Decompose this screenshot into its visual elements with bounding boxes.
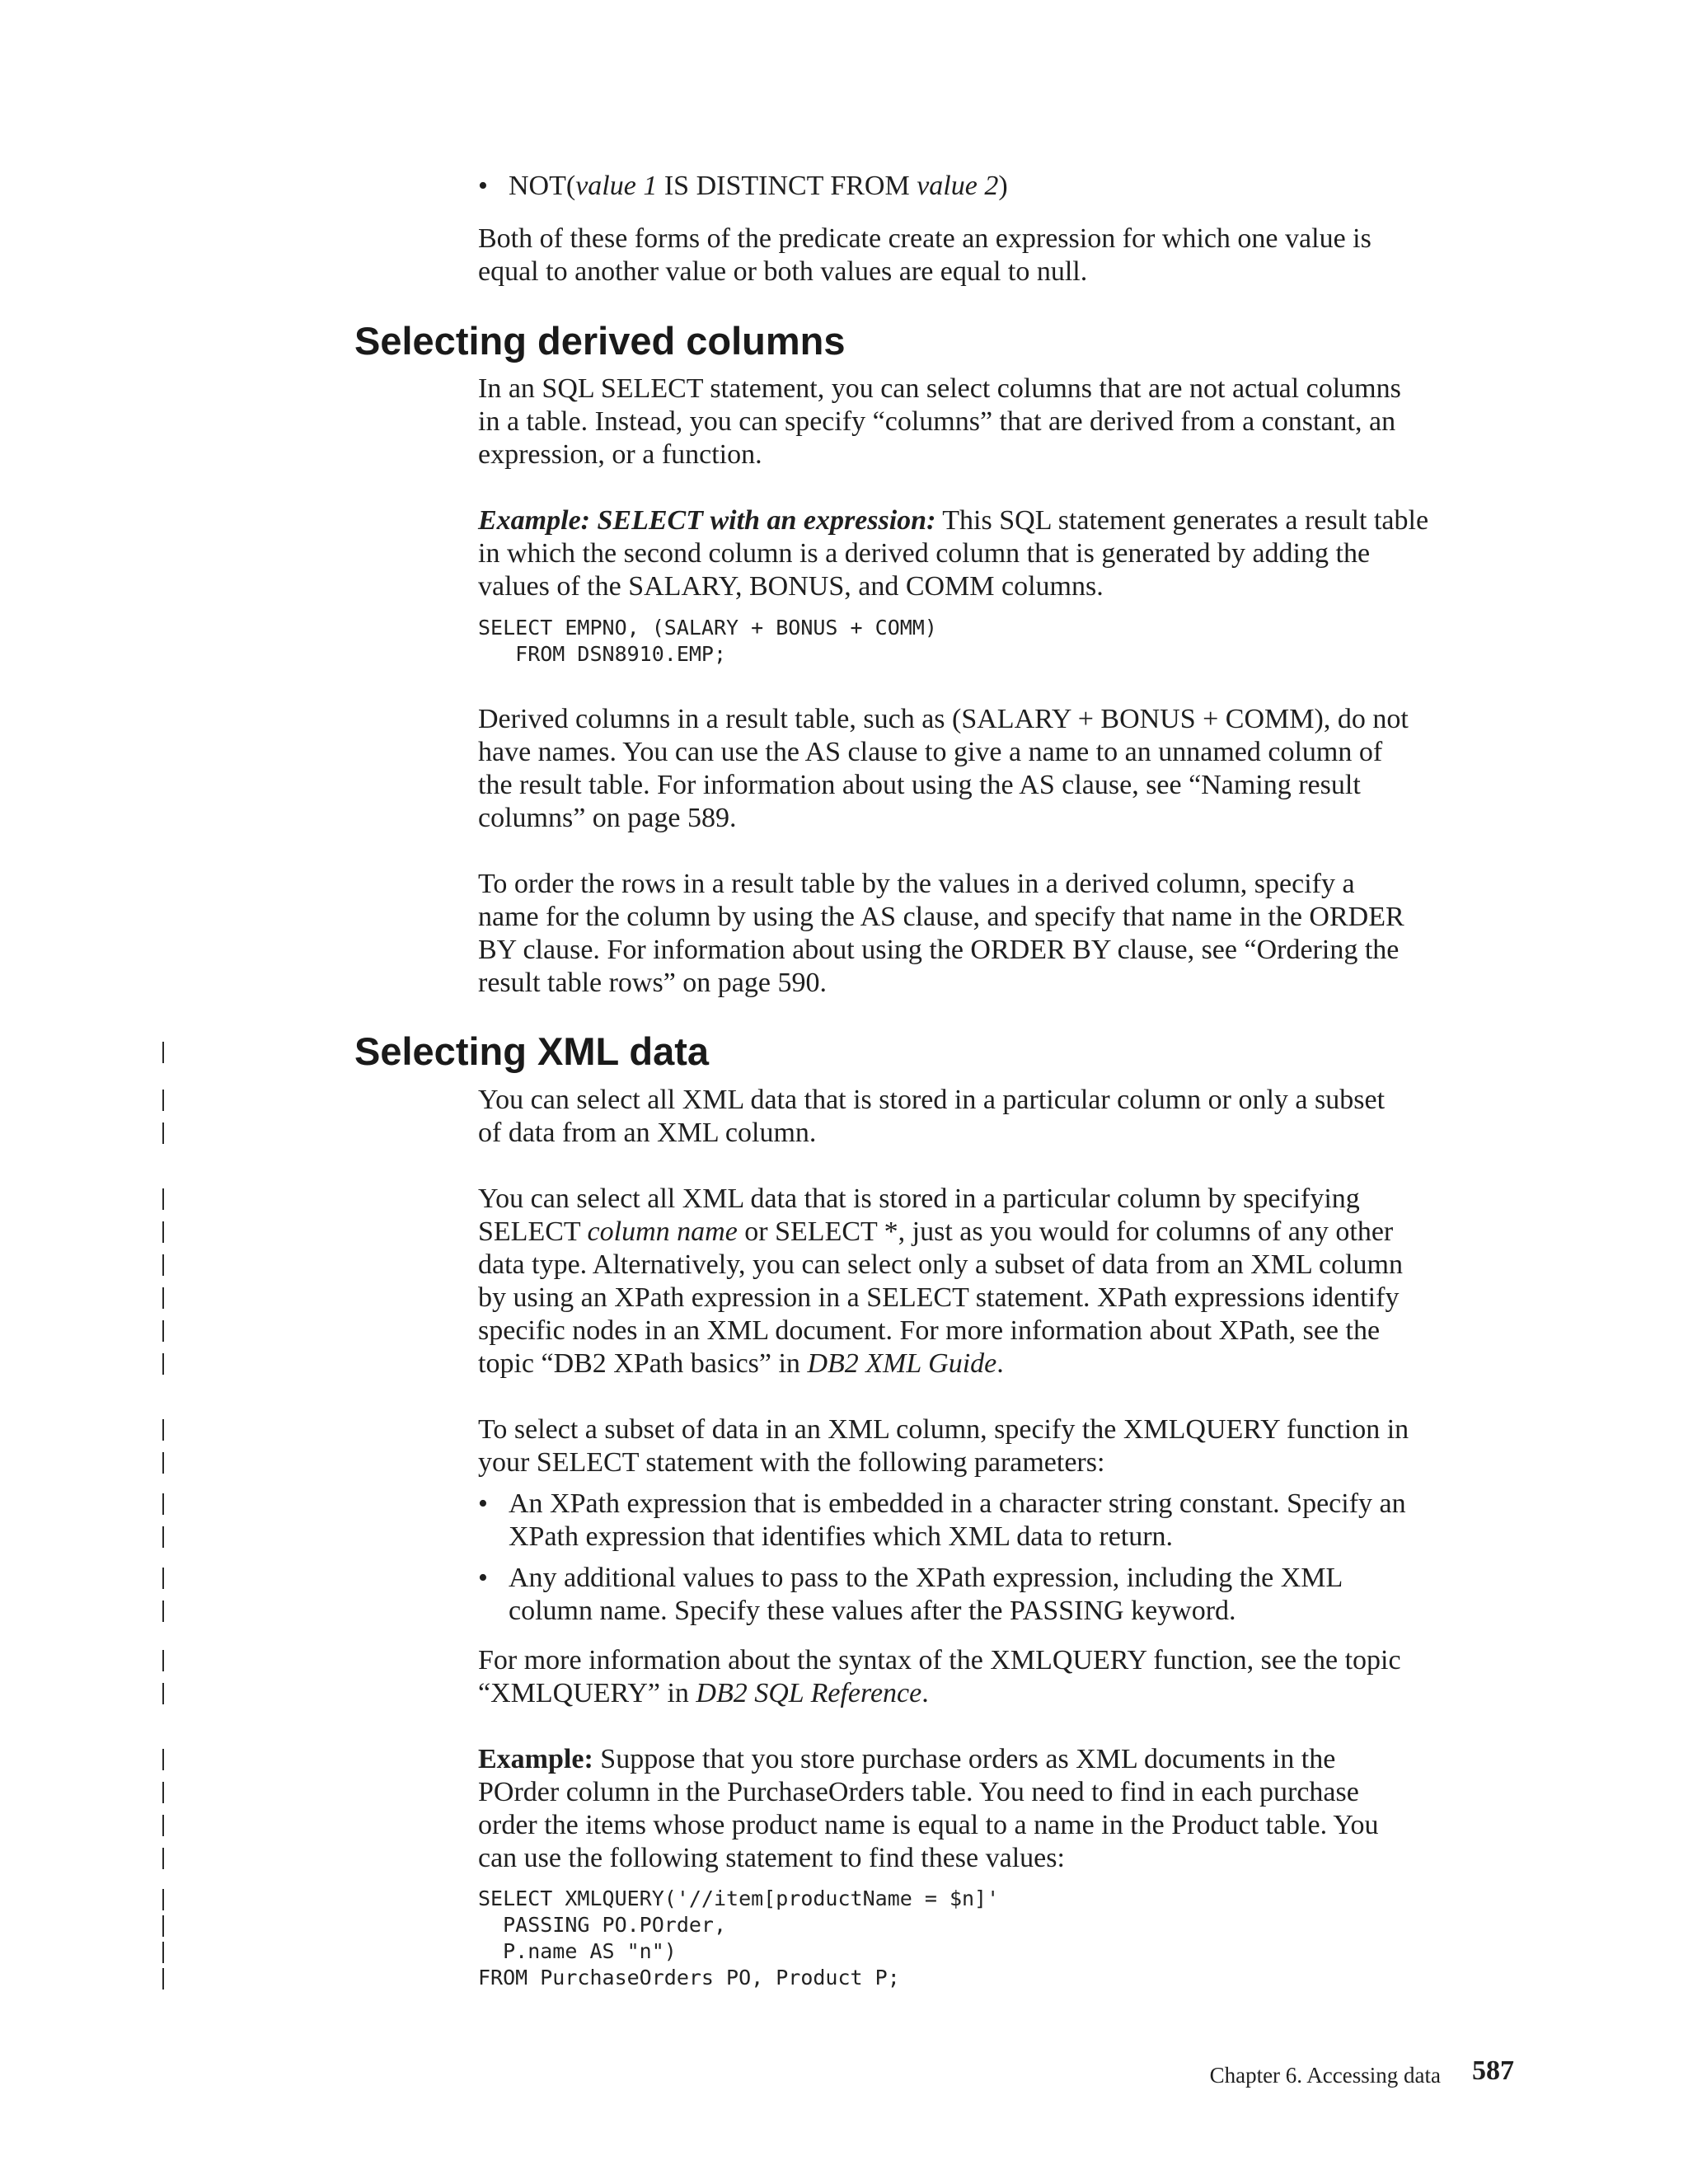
paragraph-line: SELECT column name or SELECT *, just as you would for columns of any other — [478, 1216, 1394, 1247]
bullet-marker: • — [478, 1563, 488, 1593]
change-bar — [162, 1650, 164, 1671]
change-bar — [162, 1749, 164, 1770]
change-bar — [162, 1042, 164, 1063]
page-number: 587 — [1472, 2055, 1514, 2086]
paragraph-line: To order the rows in a result table by the values in a derived column, specify a — [478, 869, 1355, 899]
paragraph-line: Derived columns in a result table, such as (SALARY + BONUS + COMM), do not — [478, 704, 1409, 734]
example-line: order the items whose product name is equal to a name in the Product table. You — [478, 1810, 1379, 1840]
change-bar — [162, 1493, 164, 1515]
section-heading-derived-columns: Selecting derived columns — [354, 319, 846, 363]
example-line: Example: SELECT with an expression: This SQL statement generates a result table — [478, 505, 1429, 536]
bullet-line: An XPath expression that is embedded in a character string constant. Specify an — [509, 1488, 1406, 1519]
change-bar — [162, 1942, 164, 1963]
change-bar — [162, 1782, 164, 1803]
paragraph-line: of data from an XML column. — [478, 1118, 817, 1148]
change-bar — [162, 1287, 164, 1309]
paragraph-line: in a table. Instead, you can specify “columns” that are derived from a constant, an — [478, 406, 1396, 437]
example-line: Example: Suppose that you store purchase orders as XML documents in the — [478, 1744, 1336, 1774]
change-bar — [162, 1683, 164, 1704]
example-line: values of the SALARY, BONUS, and COMM columns. — [478, 571, 1104, 602]
paragraph-line: by using an XPath expression in a SELECT statement. XPath expressions identify — [478, 1282, 1400, 1313]
change-bar — [162, 1601, 164, 1622]
paragraph-line: To select a subset of data in an XML column, specify the XMLQUERY function in — [478, 1414, 1409, 1445]
paragraph-line: the result table. For information about using the AS clause, see “Naming result — [478, 770, 1361, 800]
change-bar — [162, 1221, 164, 1243]
change-bar — [162, 1815, 164, 1836]
paragraph-line: have names. You can use the AS clause to give a name to an unnamed column of — [478, 737, 1383, 767]
paragraph-line: For more information about the syntax of the XMLQUERY function, see the topic — [478, 1645, 1401, 1675]
change-bar — [162, 1419, 164, 1441]
change-bar — [162, 1122, 164, 1144]
paragraph-line: topic “DB2 XPath basics” in DB2 XML Guide. — [478, 1348, 1004, 1379]
example-line: can use the following statement to find these values: — [478, 1843, 1065, 1873]
example-label: Example: SELECT with an expression: — [478, 505, 936, 536]
bullet-marker: • — [478, 171, 488, 201]
change-bar — [162, 1188, 164, 1210]
change-bar — [162, 1968, 164, 1990]
paragraph-line: result table rows” on page 590. — [478, 968, 827, 998]
bullet-line: column name. Specify these values after the PASSING keyword. — [509, 1596, 1236, 1626]
paragraph-line: You can select all XML data that is stored in a particular column by specifying — [478, 1183, 1360, 1214]
code-line: SELECT XMLQUERY('//item[productName = $n]' — [478, 1886, 1000, 1910]
example-line: POrder column in the PurchaseOrders table. You need to find in each purchase — [478, 1777, 1359, 1807]
paragraph-line: “XMLQUERY” in DB2 SQL Reference. — [478, 1678, 929, 1708]
change-bar — [162, 1090, 164, 1111]
change-bar — [162, 1353, 164, 1375]
change-bar — [162, 1915, 164, 1937]
change-bar — [162, 1526, 164, 1548]
paragraph-line: columns” on page 589. — [478, 803, 737, 833]
code-line: FROM DSN8910.EMP; — [478, 642, 727, 666]
code-line: P.name AS "n") — [478, 1939, 677, 1963]
paragraph-line: your SELECT statement with the following parameters: — [478, 1447, 1105, 1478]
section-heading-xml-data: Selecting XML data — [354, 1029, 710, 1073]
bullet-marker: • — [478, 1488, 488, 1519]
code-line: SELECT EMPNO, (SALARY + BONUS + COMM) — [478, 616, 937, 640]
bullet-line: Any additional values to pass to the XPath expression, including the XML — [509, 1563, 1343, 1593]
change-bar — [162, 1889, 164, 1910]
intro-para-line: equal to another value or both values are equal to null. — [478, 256, 1088, 287]
bullet-line: XPath expression that identifies which XML data to return. — [509, 1521, 1174, 1552]
change-bar — [162, 1254, 164, 1276]
paragraph-line: expression, or a function. — [478, 439, 762, 470]
code-line: PASSING PO.POrder, — [478, 1913, 727, 1937]
code-line: FROM PurchaseOrders PO, Product P; — [478, 1966, 900, 1990]
paragraph-line: BY clause. For information about using the ORDER BY clause, see “Ordering the — [478, 935, 1400, 965]
paragraph-line: In an SQL SELECT statement, you can select columns that are not actual columns — [478, 373, 1401, 404]
change-bar — [162, 1452, 164, 1474]
paragraph-line: You can select all XML data that is stored in a particular column or only a subset — [478, 1085, 1386, 1115]
paragraph-line: specific nodes in an XML document. For more information about XPath, see the — [478, 1315, 1381, 1346]
change-bar — [162, 1848, 164, 1869]
intro-para-line: Both of these forms of the predicate create an expression for which one value is — [478, 223, 1372, 254]
paragraph-line: data type. Alternatively, you can select only a subset of data from an XML column — [478, 1249, 1403, 1280]
change-bar — [162, 1568, 164, 1589]
example-line: in which the second column is a derived column that is generated by adding the — [478, 538, 1371, 569]
footer-chapter: Chapter 6. Accessing data — [1209, 2063, 1441, 2088]
change-bar — [162, 1320, 164, 1342]
example-label: Example: — [478, 1744, 593, 1774]
paragraph-line: name for the column by using the AS clause, and specify that name in the ORDER — [478, 902, 1404, 932]
intro-bullet: NOT(value 1 IS DISTINCT FROM value 2) — [509, 171, 1008, 201]
